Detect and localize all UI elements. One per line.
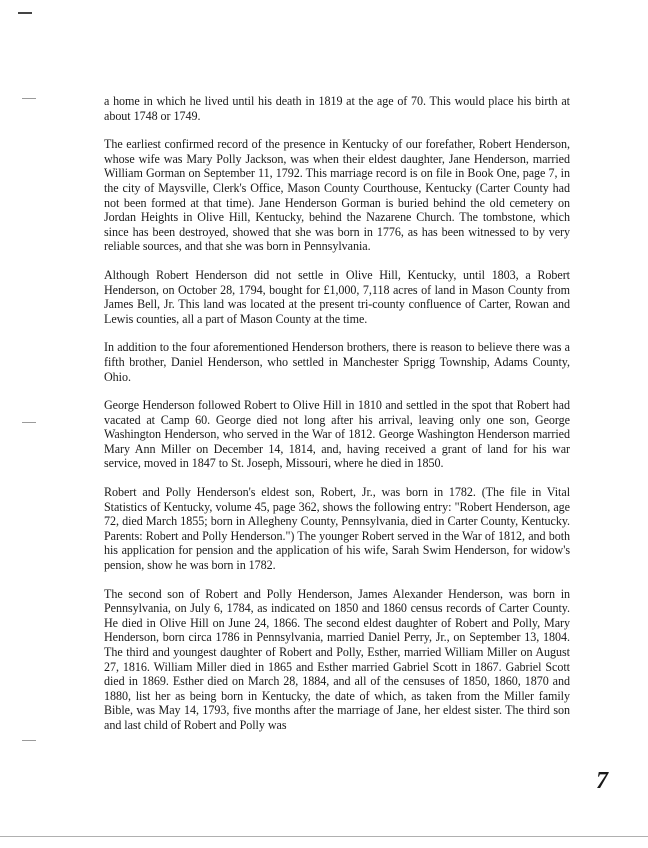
paragraph-5: George Henderson followed Robert to Olive Hill in 1810 and settled in the spot that Robert had vacated at Camp 60. George died not long after his arrival, leaving only one son, George Washington Henderson, who served in the War of 1812. George Washington Henderson married Mary Ann Miller on December 14, 1814, and, having received a grant of land for his war service, moved in 1847 to St. Joseph, Missouri, where he died in 1850. [104,398,570,471]
paragraph-4: In addition to the four aforementioned Henderson brothers, there is reason to believe there was a fifth brother, Daniel Henderson, who settled in Manchester Sprigg Township, Adams County, Ohio. [104,340,570,384]
body-text [104,94,570,747]
paragraph-6: Robert and Polly Henderson's eldest son, Robert, Jr., was born in 1782. (The file in Vital Statistics of Kentucky, volume 45, page 362, shows the following entry: "Robert Henderson, age 72, died March 1855; born in Allegheny County, Pennsylvania, died in Carter County, Kentucky. Parents: Robert and Polly Henderson.") The younger Robert served in the War of 1812, and both his application for pension and the application of his wife, Sarah Swim Henderson, for widow's pension, show he was born in 1782. [104,485,570,573]
paragraph-7: The second son of Robert and Polly Henderson, James Alexander Henderson, was born in Pennsylvania, on July 6, 1784, as indicated on 1850 and 1860 census records of Carter County. He died in Olive Hill on June 24, 1866. The second eldest daughter of Robert and Polly, Mary Henderson, born circa 1786 in Pennsylvania, married Daniel Perry, Jr., on September 13, 1804. The third and youngest daughter of Robert and Polly, Esther, married William Miller on August 27, 1816. William Miller died in 1865 and Esther married Gabriel Scott in 1867. Gabriel Scott died in 1869. Esther died on March 28, 1884, and all of the censuses of 1850, 1860, 1870 and 1880, list her as being born in Kentucky, the date of which, as taken from the Miller family Bible, was May 14, 1793, five months after the marriage of Jane, her eldest sister. The third son and last child of Robert and Polly was [104,586,570,732]
scan-artifact-dash [18,12,32,14]
margin-mark [22,422,36,423]
paragraph-1: a home in which he lived until his death in 1819 at the age of 70. This would place his birth at about 1748 or 1749. [104,94,570,123]
paragraph-3: Although Robert Henderson did not settle in Olive Hill, Kentucky, until 1803, a Robert Henderson, on October 28, 1794, bought for £1,000, 7,118 acres of land in Mason County from James Bell, Jr. This land was located at the present tri-county confluence of Carter, Rowan and Lewis counties, all a part of Mason County at the time. [104,267,570,326]
margin-mark [22,740,36,741]
bottom-scan-rule [0,836,648,837]
page-number: 7 [596,768,608,794]
margin-mark [22,98,36,99]
paragraph-2: The earliest confirmed record of the presence in Kentucky of our forefather, Robert Henderson, whose wife was Mary Polly Jackson, was when their eldest daughter, Jane Henderson, married William Gorman on September 11, 1792. This marriage record is on file in Book One, page 7, in the city of Maysville, Clerk's Office, Mason County Courthouse, Kentucky (Carter County had not been formed at that time). Jane Henderson Gorman is buried behind the old cemetery on Jordan Heights in Olive Hill, Kentucky, behind the Nazarene Church. The tombstone, which since has been destroyed, showed that she was born in 1776, as has been witnessed to by very reliable sources, and that she was born in Pennsylvania. [104,137,570,254]
